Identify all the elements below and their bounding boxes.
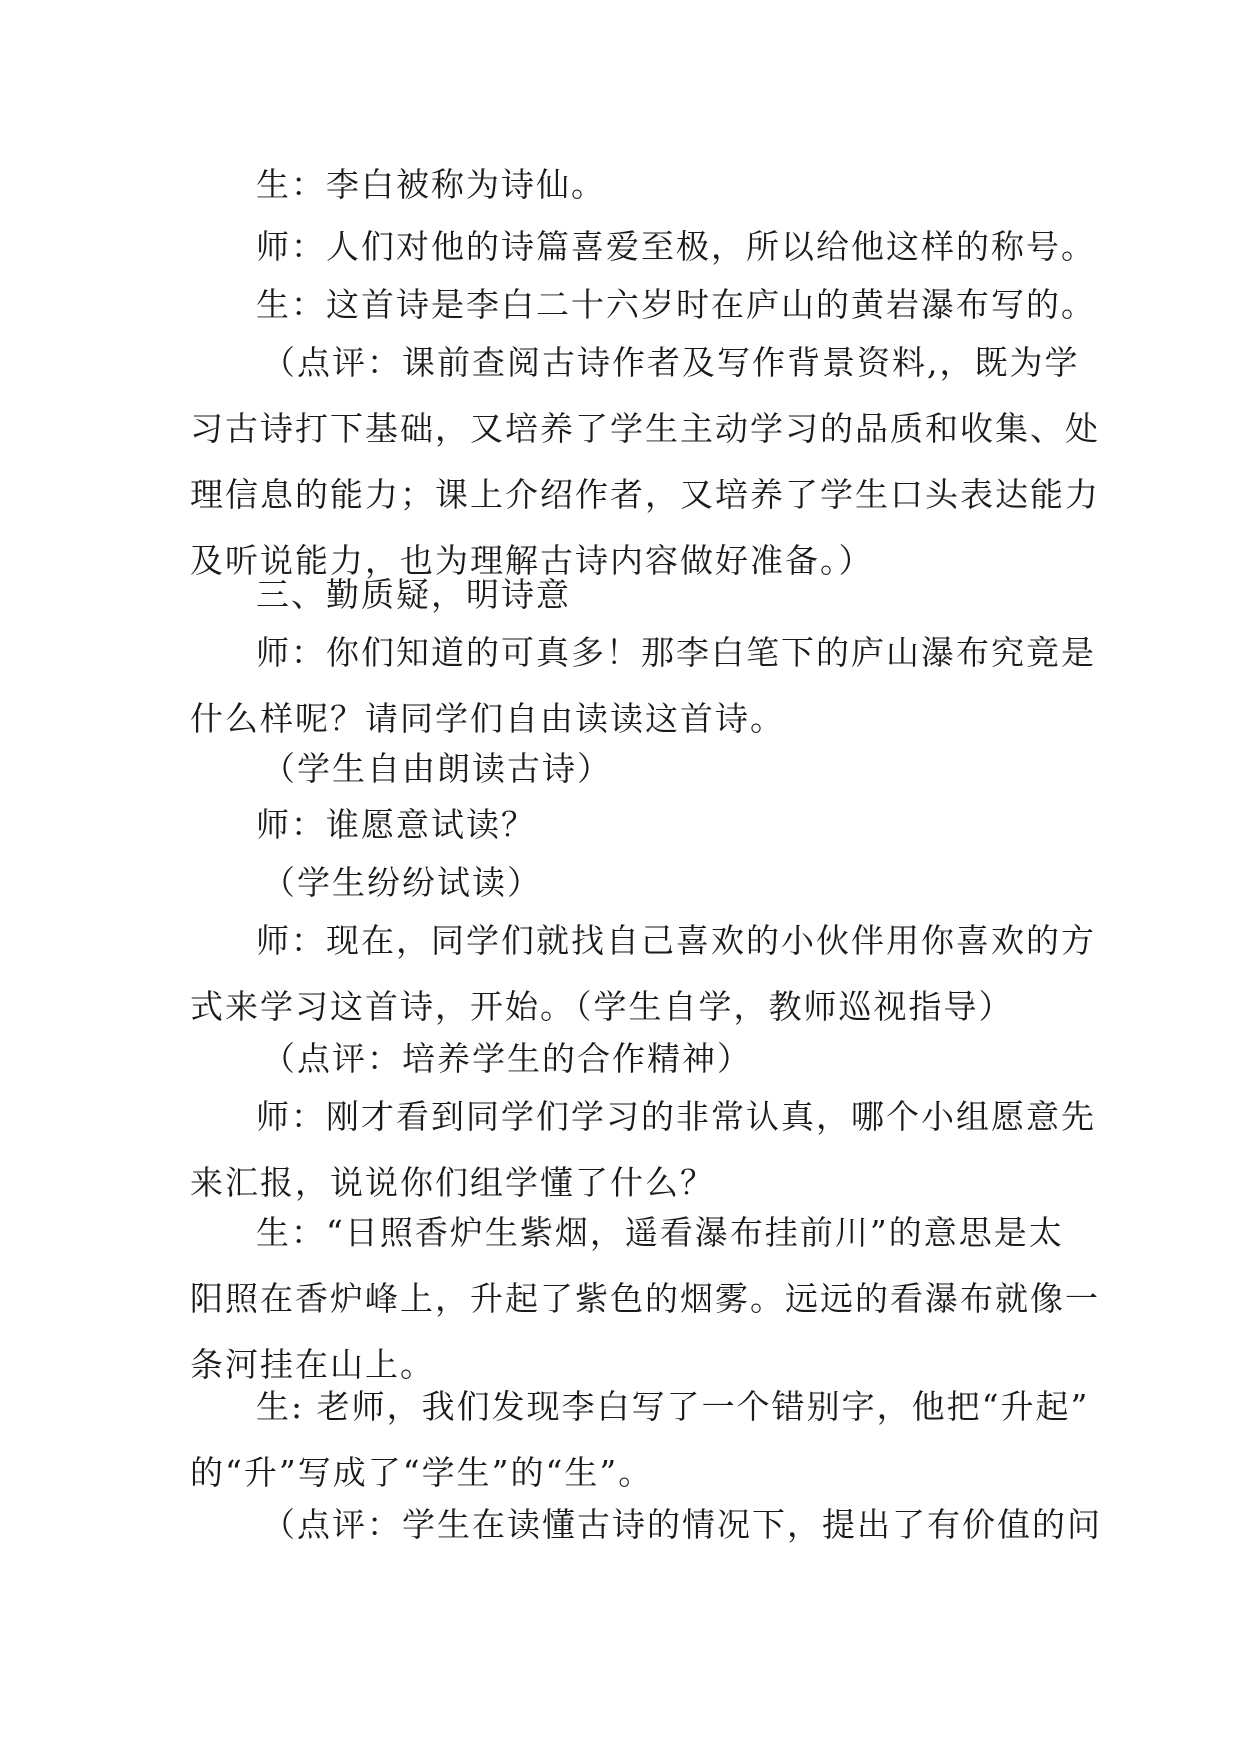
text-line: 条河挂在山上。 [190, 1345, 435, 1384]
text-line: 三、勤质疑，明诗意 [256, 575, 571, 614]
paragraph-try-reading [190, 850, 1070, 916]
text-line: （学生纷纷试读） [262, 863, 542, 902]
paragraph-comment-background [190, 330, 1100, 594]
paragraph-student-age [190, 272, 1096, 338]
text-line: 的“升”写成了“学生”的“生”。 [190, 1453, 654, 1492]
text-line: 生：“日照香炉生紫烟，遥看瀑布挂前川”的意思是太 [256, 1213, 1064, 1252]
paragraph-comment-cooperation [190, 1026, 1070, 1092]
text-line: 及听说能力，也为理解古诗内容做好准备。） [190, 541, 874, 580]
text-line: 什么样呢？请同学们自由读读这首诗。 [190, 699, 785, 738]
text-line: 阳照在香炉峰上，升起了紫色的烟雾。远远的看瀑布就像一 [190, 1279, 1100, 1318]
text-line: 生：这首诗是李白二十六岁时在庐山的黄岩瀑布写的。 [256, 285, 1096, 324]
paragraph-student-li-bai [190, 152, 1070, 218]
text-line: 师：人们对他的诗篇喜爱至极，所以给他这样的称号。 [256, 227, 1096, 266]
paragraph-who-reads [190, 792, 1070, 858]
text-line: 式来学习这首诗，开始。（学生自学，教师巡视指导） [190, 987, 1014, 1026]
text-line: 来汇报，说说你们组学懂了什么？ [190, 1163, 715, 1202]
text-line: （点评：培养学生的合作精神） [262, 1039, 752, 1078]
text-line: （点评：课前查阅古诗作者及写作背景资料,，既为学 [262, 343, 1080, 382]
text-line: （学生自由朗读古诗） [262, 749, 612, 788]
text-line: （点评：学生在读懂古诗的情况下，提出了有价值的问 [262, 1505, 1102, 1544]
text-line: 生：李白被称为诗仙。 [256, 165, 606, 204]
text-line: 师：谁愿意试读？ [256, 805, 536, 844]
paragraph-teacher-title [190, 214, 1096, 280]
text-line: 师：你们知道的可真多！那李白笔下的庐山瀑布究竟是 [256, 633, 1096, 672]
text-line: 生: 老师，我们发现李白写了一个错别字，他把“升起” [256, 1387, 1090, 1426]
text-line: 习古诗打下基础，又培养了学生主动学习的品质和收集、处 [190, 409, 1100, 448]
paragraph-teacher-groups [190, 908, 1096, 1040]
text-line: 理信息的能力；课上介绍作者，又培养了学生口头表达能力 [190, 475, 1100, 514]
paragraph-student-typo [190, 1374, 1090, 1506]
text-line: 师：刚才看到同学们学习的非常认真，哪个小组愿意先 [256, 1097, 1096, 1136]
paragraph-student-meaning [190, 1200, 1100, 1398]
text-line: 师：现在，同学们就找自己喜欢的小伙伴用你喜欢的方 [256, 921, 1096, 960]
paragraph-teacher-report [190, 1084, 1096, 1216]
paragraph-comment-question [190, 1492, 1102, 1558]
paragraph-teacher-question [190, 620, 1096, 752]
section-heading-three [190, 562, 1070, 628]
